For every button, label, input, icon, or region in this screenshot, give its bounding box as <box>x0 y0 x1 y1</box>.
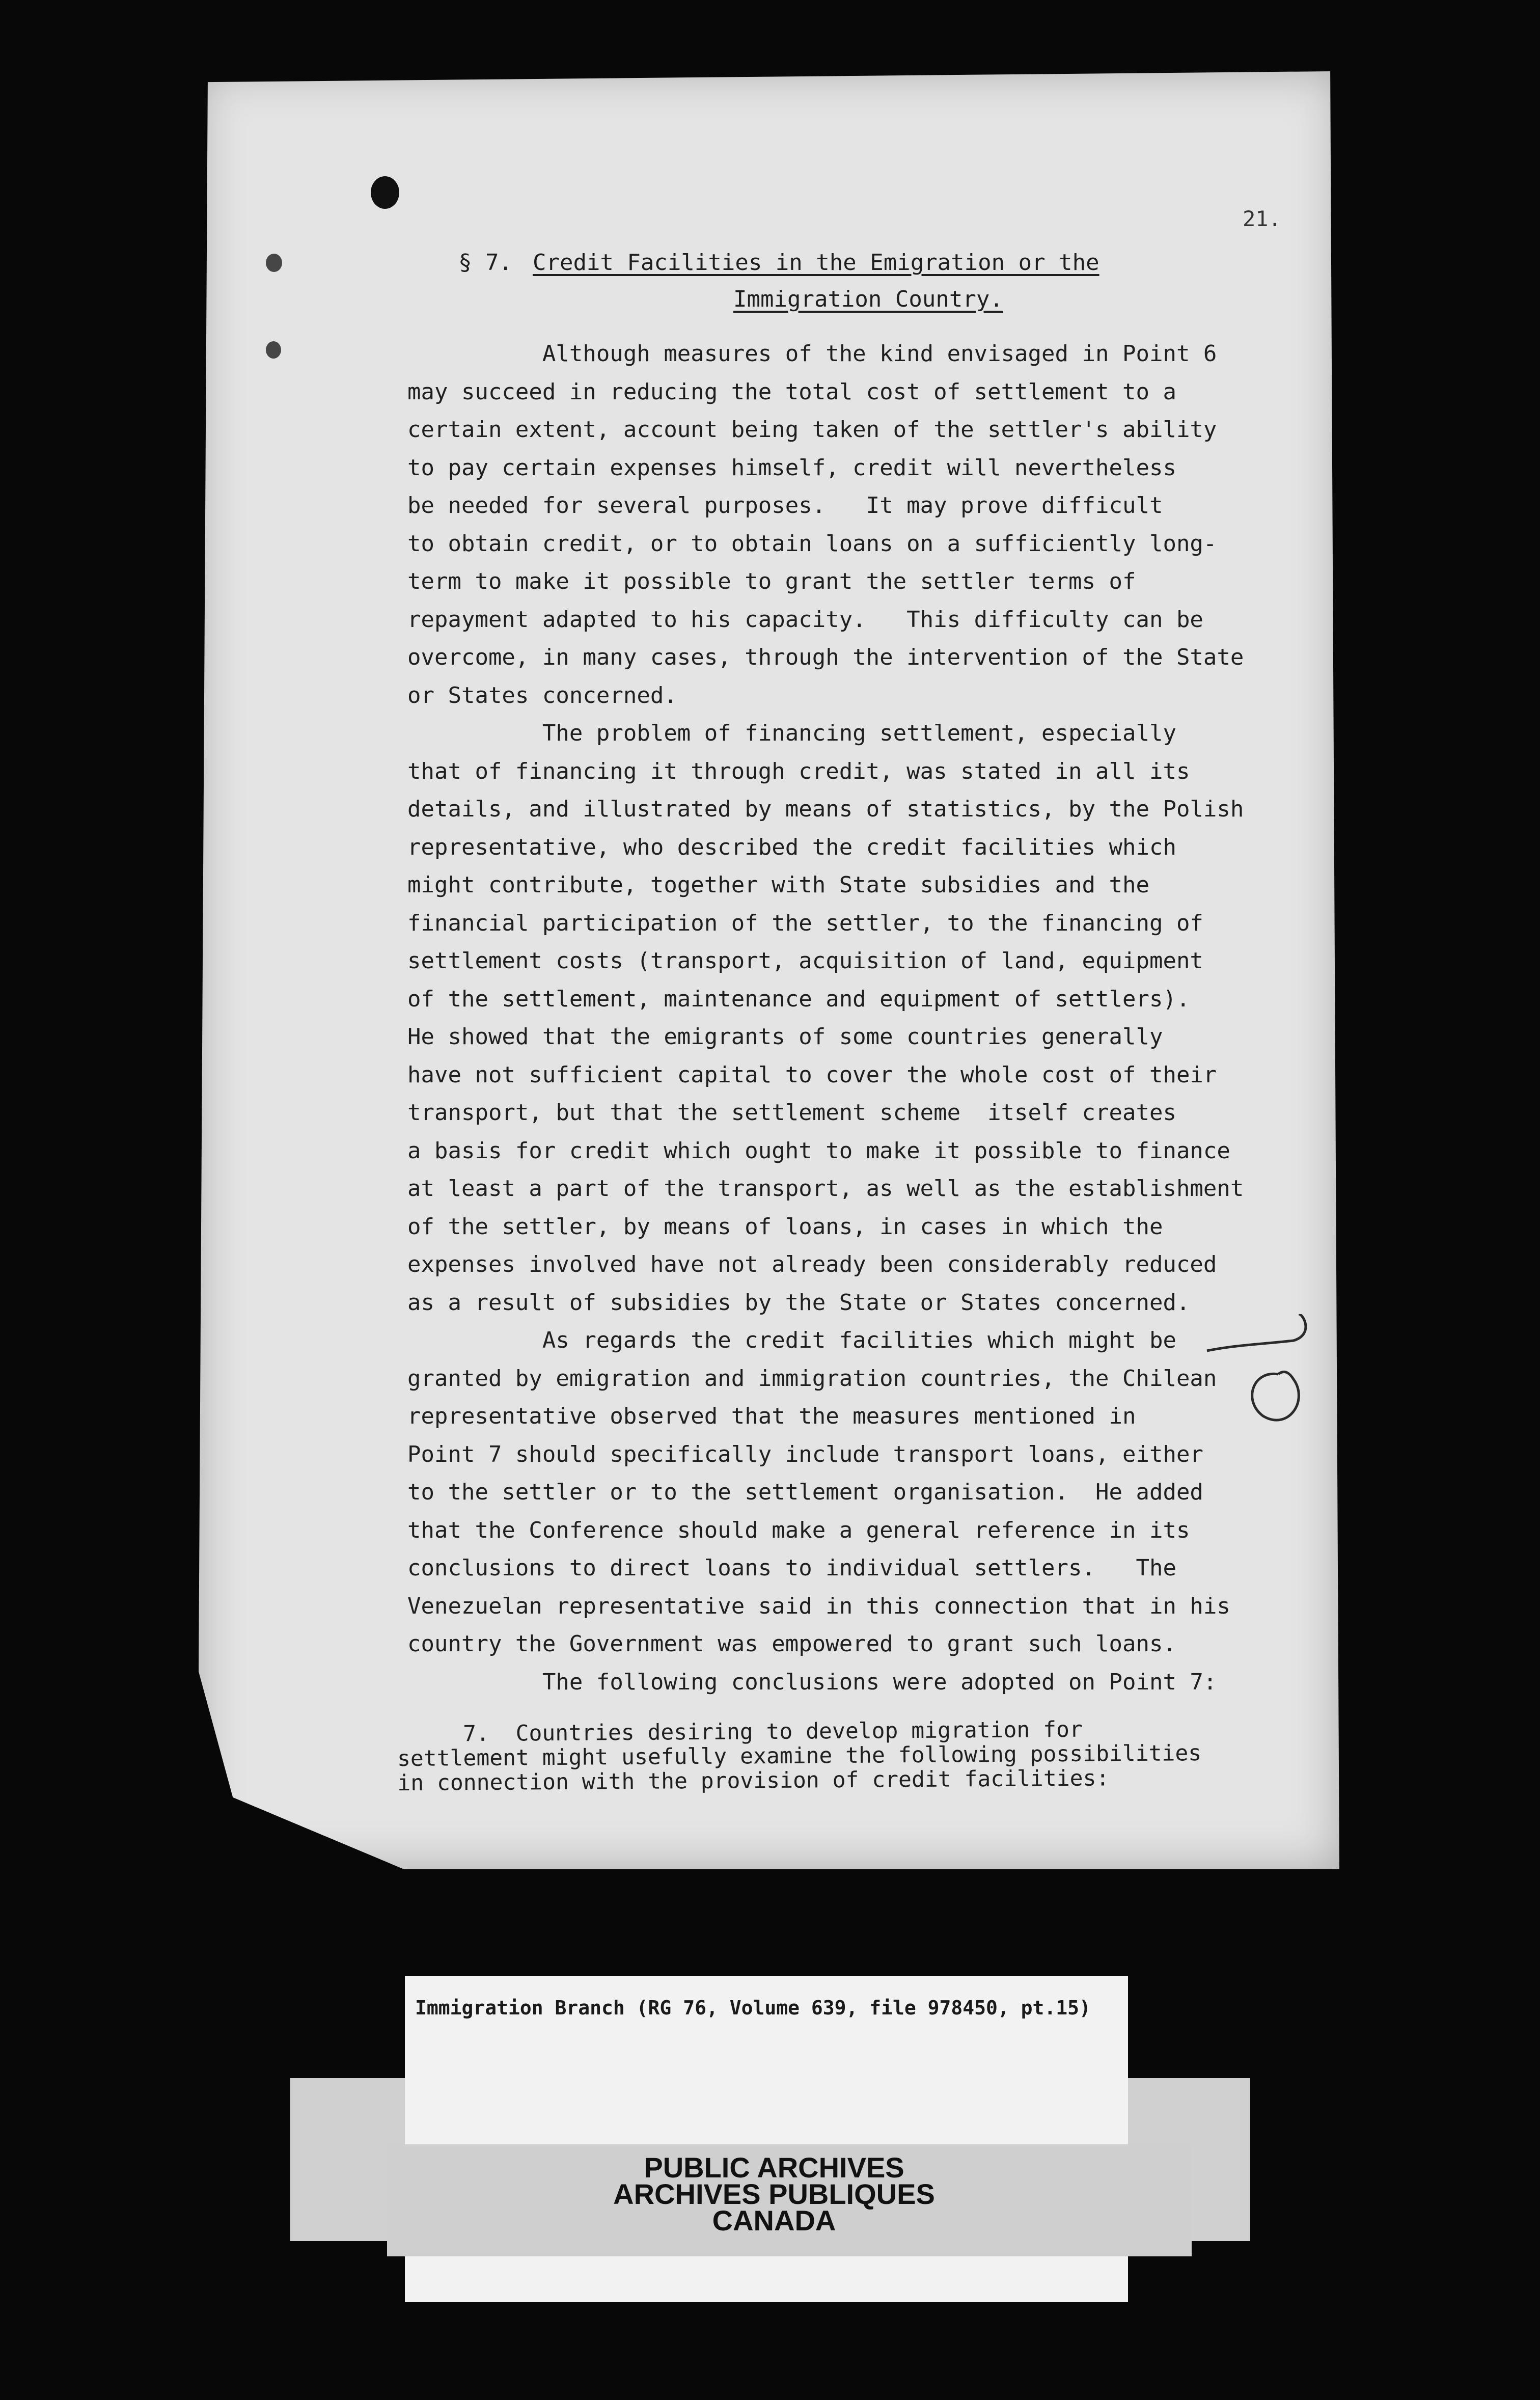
stamp-line-2: ARCHIVES PUBLIQUES <box>613 2178 935 2210</box>
body-line: Venezuelan representative said in this connection that in his <box>407 1593 1230 1619</box>
conclusion-line: in connection with the provision of credit facilities: <box>397 1765 1110 1796</box>
body-line: of the settlement, maintenance and equipment of settlers). <box>407 986 1190 1012</box>
pen-annotation <box>1202 1314 1324 1467</box>
body-text <box>407 335 1314 1701</box>
archives-stamp <box>596 2151 952 2237</box>
punch-hole <box>266 341 281 359</box>
body-line: As regards the credit facilities which might be <box>407 1327 1176 1353</box>
body-line: repayment adapted to his capacity. This difficulty can be <box>407 606 1203 633</box>
conclusion-line: 7. Countries desiring to develop migration for <box>397 1716 1083 1748</box>
section-heading <box>458 244 1222 318</box>
body-line: Although measures of the kind envisaged in Point 6 <box>407 341 1217 367</box>
stamp-line-3: CANADA <box>712 2204 836 2237</box>
body-line: that of financing it through credit, was stated in all its <box>407 758 1190 784</box>
body-line: certain extent, account being taken of the settler's ability <box>407 417 1217 443</box>
body-line: transport, but that the settlement scheme itself creates <box>407 1100 1176 1126</box>
punch-hole <box>266 254 282 272</box>
body-line: or States concerned. <box>407 682 677 708</box>
body-line: to obtain credit, or to obtain loans on a sufficiently long- <box>407 530 1217 557</box>
page-number: 21. <box>1243 206 1281 231</box>
body-line: settlement costs (transport, acquisition of land, equipment <box>407 948 1203 974</box>
punch-hole <box>371 176 399 209</box>
body-line: He showed that the emigrants of some countries generally <box>407 1024 1163 1050</box>
body-line: have not sufficient capital to cover the whole cost of their <box>407 1061 1217 1088</box>
body-line: to pay certain expenses himself, credit will nevertheless <box>407 454 1176 481</box>
body-line: at least a part of the transport, as well as the establishment <box>407 1176 1244 1202</box>
archive-reference: Immigration Branch (RG 76, Volume 639, file 978450, pt.15) <box>415 1997 1091 2019</box>
conclusion-text <box>397 1716 1294 1795</box>
body-line: overcome, in many cases, through the intervention of the State <box>407 644 1244 670</box>
body-line: term to make it possible to grant the settler terms of <box>407 568 1136 594</box>
body-line: Point 7 should specifically include transport loans, either <box>407 1441 1203 1467</box>
body-line: granted by emigration and immigration countries, the Chilean <box>407 1365 1217 1392</box>
section-title-line-2: Immigration Country. <box>733 286 1003 312</box>
body-line: representative, who described the credit facilities which <box>407 834 1176 860</box>
conclusion-line: settlement might usefully examine the following possibilities <box>397 1740 1202 1772</box>
body-line: financial participation of the settler, to the financing of <box>407 910 1203 936</box>
section-number: § 7. <box>458 250 512 276</box>
body-line: of the settler, by means of loans, in cases in which the <box>407 1213 1163 1240</box>
section-title-line-1: Credit Facilities in the Emigration or the <box>532 250 1099 276</box>
body-line: a basis for credit which ought to make it possible to finance <box>407 1137 1230 1164</box>
body-line: be needed for several purposes. It may prove difficult <box>407 493 1163 519</box>
body-line: country the Government was empowered to grant such loans. <box>407 1631 1176 1657</box>
body-line: representative observed that the measures mentioned in <box>407 1403 1136 1429</box>
body-line: conclusions to direct loans to individual settlers. The <box>407 1555 1176 1581</box>
body-line: expenses involved have not already been considerably reduced <box>407 1251 1217 1277</box>
body-line: The following conclusions were adopted on Point 7: <box>407 1669 1217 1695</box>
body-line: as a result of subsidies by the State or States concerned. <box>407 1289 1190 1316</box>
body-line: may succeed in reducing the total cost of settlement to a <box>407 378 1176 405</box>
body-line: details, and illustrated by means of statistics, by the Polish <box>407 796 1244 822</box>
body-line: might contribute, together with State subsidies and the <box>407 872 1149 898</box>
stamp-line-1: PUBLIC ARCHIVES <box>644 2151 904 2184</box>
body-line: The problem of financing settlement, especially <box>407 720 1176 746</box>
body-line: that the Conference should make a general reference in its <box>407 1517 1190 1543</box>
body-line: to the settler or to the settlement organisation. He added <box>407 1479 1203 1505</box>
